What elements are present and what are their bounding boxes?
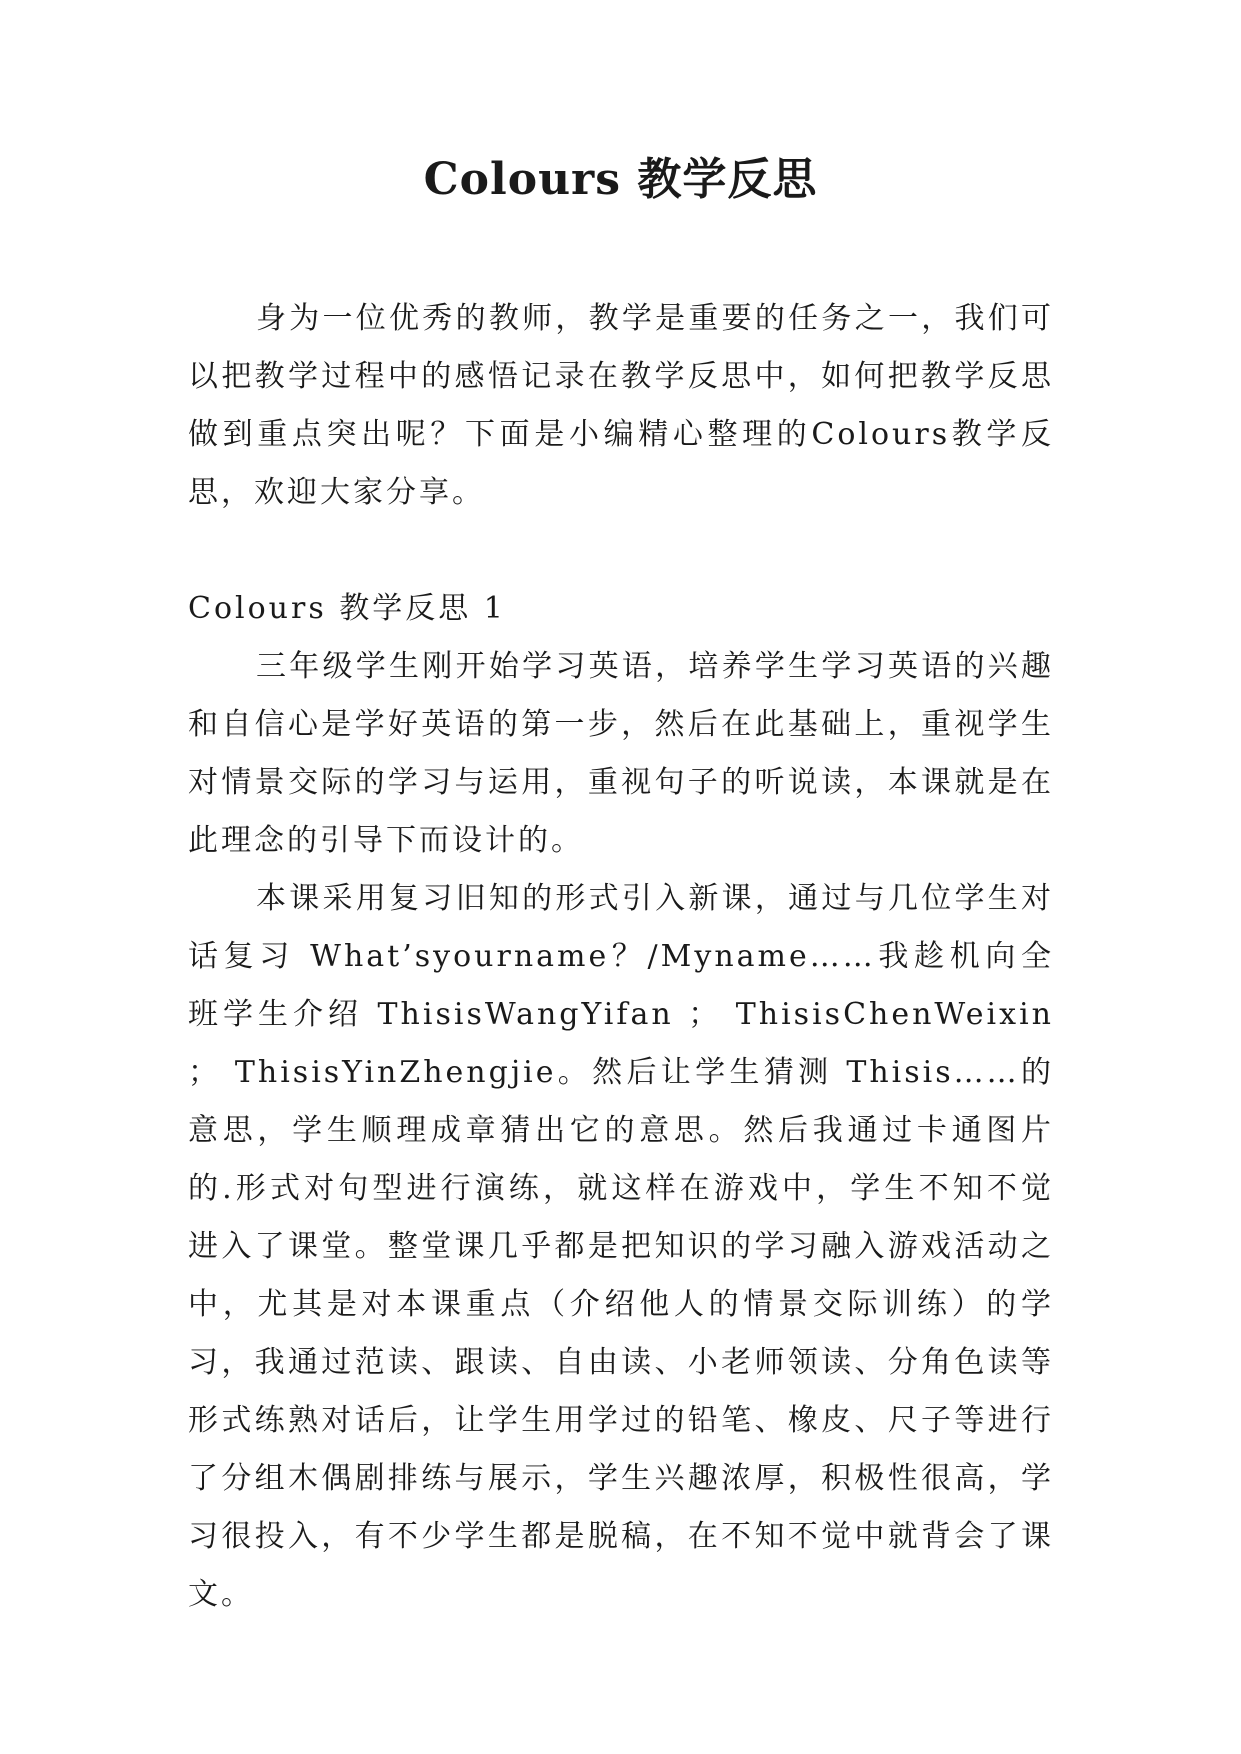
body-paragraph-1: 三年级学生刚开始学习英语，培养学生学习英语的兴趣和自信心是学好英语的第一步，然后在此基础上，重视学生对情景交际的学习与运用，重视句子的听说读，本课就是在此理念的引导下而设计的。	[188, 649, 1054, 858]
document-body	[188, 290, 1054, 1624]
document-title: Colours 教学反思	[423, 154, 818, 205]
intro-paragraph: 身为一位优秀的教师，教学是重要的任务之一，我们可以把教学过程中的感悟记录在教学反思中，如何把教学反思做到重点突出呢？下面是小编精心整理的Colours教学反思，欢迎大家分享。	[188, 301, 1054, 510]
paragraph-spacer	[188, 522, 1054, 580]
section-heading: Colours 教学反思 1	[188, 591, 506, 626]
body-paragraph-2: 本课采用复习旧知的形式引入新课，通过与几位学生对话复习 What’syourname？/Myname……我趁机向全班学生介绍 ThisisWangYifan ； ThisisChenWeixin ； ThisisYinZhengjie。然后让学生猜测 Thisis……的意思，学生顺理成章猜出它的意思。然后我通过卡通图片的.形式对句型进行演练，就这样在游戏中，学生不知不觉进入了课堂。整堂课几乎都是把知识的学习融入游戏活动之中，尤其是对本课重点（介绍他人的情景交际训练）的学习，我通过范读、跟读、自由读、小老师领读、分角色读等形式练熟对话后，让学生用学过的铅笔、橡皮、尺子等进行了分组木偶剧排练与展示，学生兴趣浓厚，积极性很高，学习很投入，有不少学生都是脱稿，在不知不觉中就背会了课文。	[188, 881, 1054, 1612]
